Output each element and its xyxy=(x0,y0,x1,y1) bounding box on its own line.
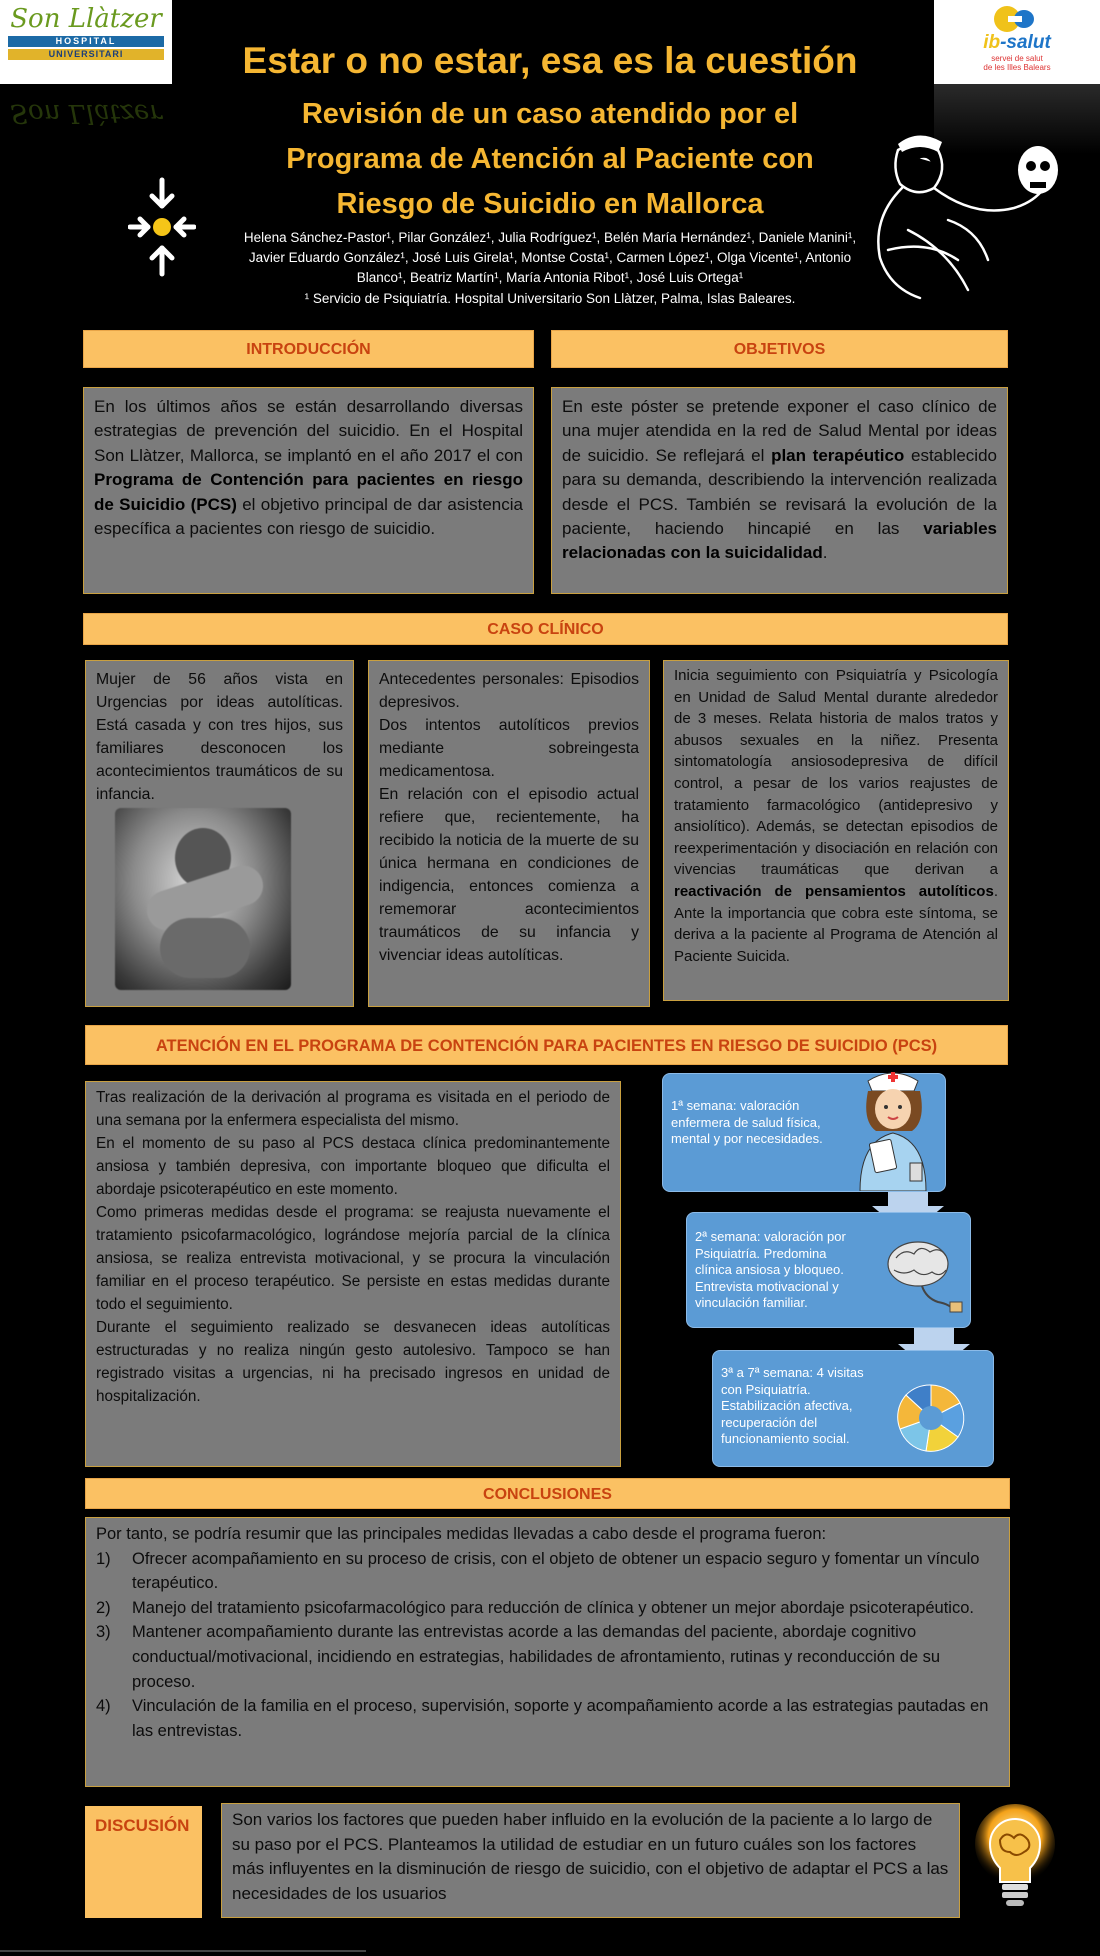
team-circle-icon xyxy=(896,1383,966,1453)
conclusion-item: 4) Vinculación de la familia en el proceso, supervisión, soporte y acompañamiento acorde a las estrategias pautadas en las entrevistas. xyxy=(96,1697,989,1740)
logo-right-sub1: servei de salut xyxy=(991,54,1043,63)
author-list: Helena Sánchez-Pastor¹, Pilar González¹, Julia Rodríguez¹, Belén María Hernández¹, Daniele Manini¹, Javier Eduardo González¹, José Luis Girela¹, Montse Costa¹, Carmen López¹, Olga Vicente¹, Antonio Blanco¹, Beatriz Martín¹, María Antonia Ribot¹, José Luis Ortega¹ xyxy=(243,230,857,285)
affiliation: ¹ Servicio de Psiquiatría. Hospital Universitario Son Llàtzer, Palma, Islas Baleares. xyxy=(304,291,796,306)
subtitle-line: Revisión de un caso atendido por el xyxy=(301,98,799,130)
poster-title: Estar o no estar, esa es la cuestión xyxy=(242,40,858,81)
flow-step-1-text: 1ª semana: valoración enfermera de salud física, mental y por necesidades. xyxy=(671,1098,823,1146)
caso-col2-p1: Antecedentes personales: Episodios depresivos. xyxy=(379,671,639,711)
nurse-icon xyxy=(846,1067,940,1191)
pcs-p1: Tras realización de la derivación al programa es visitada en el periodo de una semana por la enfermera especialista del mismo. xyxy=(96,1089,610,1129)
caso-col3: Inicia seguimiento con Psiquiatría y Psicología en Unidad de Salud Mental durante alrededor de 3 meses. Relata historia de malos tratos y abusos sexuales en la niñez. Presenta sintomatología ansiosodepresiva de difícil control, a pesar de los varios reajustes de tratamiento farmacológico (antidepresivo y ansiolítico). Además, se detectan episodios de reexperimentación y disociación en relación con vivencias traumáticas que derivan a reactivación de pensamientos autolíticos. Ante la importancia que cobra este síntoma, se deriva a la paciente al Programa de Atención al Paciente Suicida. xyxy=(663,660,1009,1001)
subtitle-line: Programa de Atención al Paciente con xyxy=(286,143,814,175)
lightbulb-icon xyxy=(974,1800,1056,1922)
caso-heading: CASO CLÍNICO xyxy=(83,613,1008,645)
flow-arrow-2-stem xyxy=(914,1328,954,1344)
logo-left-reflection xyxy=(0,88,172,128)
logo-right-sub2: de les Illes Balears xyxy=(983,63,1051,72)
pcs-body xyxy=(85,1081,621,1467)
intro-body: En los últimos años se están desarrollando diversas estrategias de prevención del suicidio. En el Hospital Son Llàtzer, Mallorca, se implantó en el año 2017 el con Programa de Contención para pacientes en riesgo de Suicidio (PCS) el objetivo principal de dar asistencia específica a pacientes con riesgo de suicidio. xyxy=(83,387,534,594)
compass-arrows-icon xyxy=(128,176,196,282)
caso-col2-p2: Dos intentos autolíticos previos mediante sobreingesta medicamentosa. xyxy=(379,717,639,780)
logo-left-line1: HOSPITAL xyxy=(8,36,164,47)
intro-heading: INTRODUCCIÓN xyxy=(83,330,534,368)
poster-subtitle xyxy=(210,92,890,227)
ib-salut-logo xyxy=(934,0,1100,84)
subtitle-line: Riesgo de Suicidio en Mallorca xyxy=(336,188,764,220)
caso-col1-text: Mujer de 56 años vista en Urgencias por ideas autolíticas. Está casada y con tres hijos, sus familiares desconocen los acontecimientos traumáticos de su infancia. xyxy=(96,671,343,803)
objetivos-body: En este póster se pretende exponer el caso clínico de una mujer atendida en la red de Salud Mental por ideas de suicidio. Se reflejará el plan terapéutico establecido para su demanda, describiendo la intervención realizada desde el PCS. También se revisará la evolución de la paciente, haciendo hincapié en las variables relacionadas con la suicidalidad. xyxy=(551,387,1008,594)
pcs-heading: ATENCIÓN EN EL PROGRAMA DE CONTENCIÓN PARA PACIENTES EN RIESGO DE SUICIDIO (PCS) xyxy=(85,1025,1008,1065)
logo-left-brand: Son Llàtzer xyxy=(10,4,162,34)
conclusiones-intro: Por tanto, se podría resumir que las principales medidas llevadas a cabo desde el programa fueron: xyxy=(96,1525,827,1543)
flow-step-3-text: 3ª a 7ª semana: 4 visitas con Psiquiatría. Estabilización afectiva, recuperación del funcionamiento social. xyxy=(721,1365,864,1446)
son-llatzer-logo xyxy=(0,0,172,84)
pcs-p3: Como primeras medidas desde el programa: se reajusta nuevamente el tratamiento psicofarmacológico, lográndose mejoría parcial de la clínica ansiosa, se realiza entrevista motivacional, y se procura la vinculación familiar en el proceso terapéutico. Se persiste en estas medidas durante todo el seguimiento. xyxy=(96,1204,610,1313)
hamlet-skull-illustration xyxy=(868,130,1068,305)
ib-salut-emblem-icon xyxy=(994,6,1040,32)
discusion-body: Son varios los factores que pueden haber influido en la evolución de la paciente a lo largo de su paso por el PCS. Planteamos la utilidad de estudiar en un futuro cuáles son los factores más influyentes en la disminución de riesgo de suicidio, con el objetivo de adaptar el PCS a las necesidades de los usuarios xyxy=(221,1803,960,1918)
conclusiones-list xyxy=(96,1547,999,1744)
pcs-p2: En el momento de su paso al PCS destaca clínica predominantemente ansiosa y también depresiva, con importante bloqueo que dificulta el abordaje psicoterapéutico en este momento. xyxy=(96,1135,610,1198)
logo-left-reflection-brand: Son Llàtzer xyxy=(10,98,162,128)
distressed-woman-photo xyxy=(115,808,291,990)
objetivos-heading: OBJETIVOS xyxy=(551,330,1008,368)
conclusiones-body xyxy=(85,1517,1010,1787)
conclusion-item: 2) Manejo del tratamiento psicofarmacológico para reducción de clínica y obtener un mejor abordaje psicoterapéutico. xyxy=(96,1598,974,1617)
pcs-p4: Durante el seguimiento realizado se desvanecen ideas autolíticas estructuradas y no realiza ningún gesto autolesivo. Tampoco se han registrado visitas a urgencias, ni ha precisado ingresos en unidad de hospitalización. xyxy=(96,1319,610,1405)
conclusion-item: 3) Mantener acompañamiento durante las entrevistas acorde a las demandas del paciente, abordaje cognitivo conductual/motivacional, incidiendo en estrategias, habilidades de afrontamiento, rutinas y reconducción de su proceso. xyxy=(96,1623,941,1691)
discusion-heading: DISCUSIÓN xyxy=(85,1806,202,1918)
logo-left-line2: UNIVERSITARI xyxy=(8,49,164,60)
brain-icon xyxy=(880,1232,968,1316)
conclusiones-heading: CONCLUSIONES xyxy=(85,1478,1010,1509)
flow-arrow-1-stem xyxy=(888,1192,928,1206)
caso-col2 xyxy=(368,660,650,1007)
flow-step-2-text: 2ª semana: valoración por Psiquiatría. Predomina clínica ansiosa y bloqueo. Entrevista motivacional y vinculación familiar. xyxy=(695,1229,846,1310)
conclusion-item: 1) Ofrecer acompañamiento en su proceso de crisis, con el objeto de obtener un espacio seguro y fomentar un vínculo terapéutico. xyxy=(96,1549,980,1593)
caso-col2-p3: En relación con el episodio actual refiere que, recientemente, ha recibido la noticia de la muerte de su única hermana en condiciones de indigencia, entonces comienza a rememorar acontecimientos traumáticos de su infancia y vivenciar ideas autolíticas. xyxy=(379,786,639,964)
footer-rule xyxy=(0,1950,366,1952)
logo-right-name: ib-salut xyxy=(983,32,1051,53)
